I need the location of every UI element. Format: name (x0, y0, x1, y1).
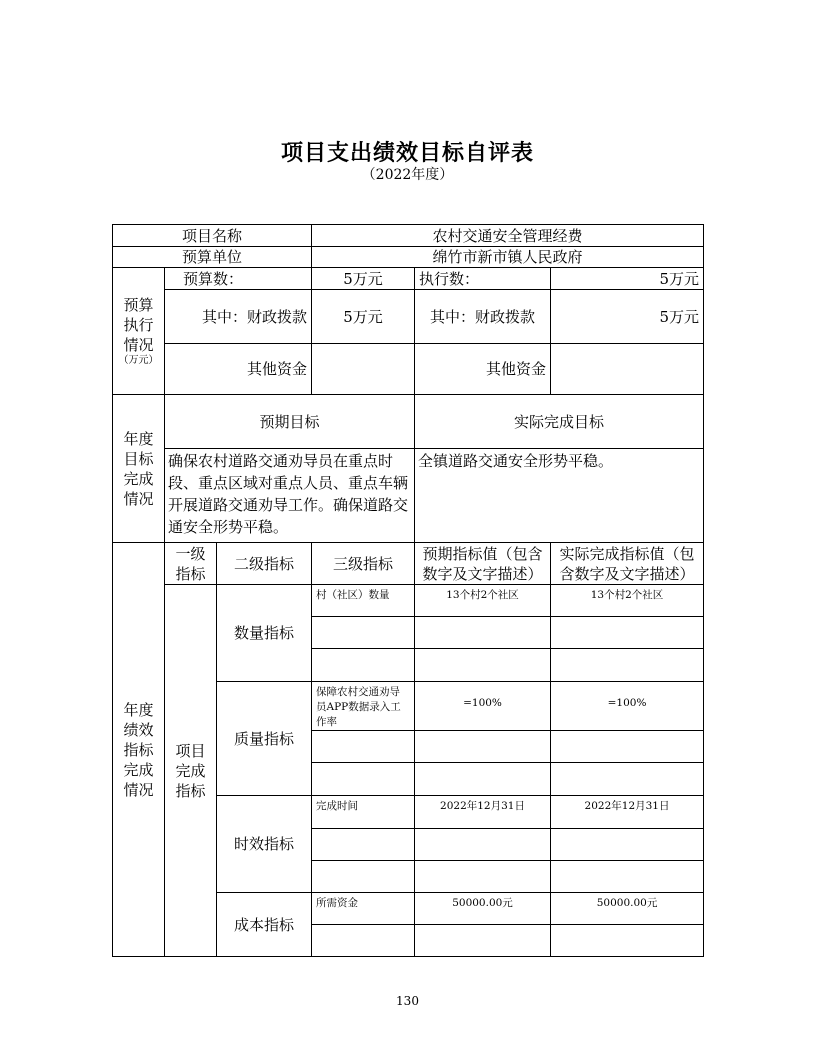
col-level1-header: 一级指标 (165, 543, 217, 585)
quantity-indicator-name: 村（社区）数量 (312, 585, 415, 617)
budget-amount-label: 预算数： (165, 268, 312, 290)
fiscal-budget-label: 其中：财政拨款 (165, 290, 312, 344)
indicator-header-row (113, 543, 704, 585)
expected-goal-header: 预期目标 (165, 395, 415, 449)
quantity-indicator-label: 数量指标 (217, 585, 312, 682)
budget-amount-value: 5万元 (312, 268, 415, 290)
empty-cell (312, 649, 415, 682)
fiscal-exec-value: 5万元 (551, 290, 704, 344)
cost-indicator-name: 所需资金 (312, 893, 415, 925)
col-level3-header: 三级指标 (312, 543, 415, 585)
actual-goal-header: 实际完成目标 (415, 395, 704, 449)
col-level2-header: 二级指标 (217, 543, 312, 585)
empty-cell (312, 617, 415, 649)
empty-cell (415, 649, 551, 682)
other-funds-label: 其他资金 (165, 344, 312, 395)
cost-indicator-actual: 50000.00元 (551, 893, 704, 925)
empty-cell (415, 731, 551, 763)
project-name-row (113, 225, 704, 247)
other-funds-row (113, 344, 704, 395)
cost-indicator-label: 成本指标 (217, 893, 312, 957)
exec-amount-label: 执行数： (415, 268, 551, 290)
cost-indicator-expected: 50000.00元 (415, 893, 551, 925)
empty-cell (551, 861, 704, 893)
budget-unit-label: 预算单位 (113, 247, 312, 268)
empty-cell (415, 617, 551, 649)
budget-unit-value: 绵竹市新市镇人民政府 (312, 247, 704, 268)
page-subtitle: （2022年度） (361, 167, 454, 183)
quality-indicator-actual: =100% (551, 682, 704, 731)
empty-cell (415, 763, 551, 796)
empty-cell (415, 925, 551, 957)
indicator-row (113, 585, 704, 617)
empty-cell (551, 763, 704, 796)
goals-header-row (113, 395, 704, 449)
empty-cell (312, 925, 415, 957)
empty-cell (551, 649, 704, 682)
empty-cell (312, 829, 415, 861)
goals-content-row (113, 449, 704, 543)
budget-section-text: 预算执行情况 (123, 296, 154, 354)
col-expected-header: 预期指标值（包含数字及文字描述） (415, 543, 551, 585)
exec-amount-value: 5万元 (551, 268, 704, 290)
quality-indicator-label: 质量指标 (217, 682, 312, 796)
budget-section-label (113, 268, 165, 395)
budget-unit-row (113, 247, 704, 268)
empty-cell (312, 763, 415, 796)
empty-cell (551, 731, 704, 763)
empty-cell (551, 925, 704, 957)
quantity-indicator-expected: 13个村2个社区 (415, 585, 551, 617)
empty-cell (551, 829, 704, 861)
empty-cell (415, 829, 551, 861)
project-name-label: 项目名称 (113, 225, 312, 247)
page-title: 项目支出绩效目标自评表 (280, 140, 534, 166)
other-funds-budget (312, 344, 415, 395)
page-number: 130 (396, 994, 419, 1008)
evaluation-table (112, 224, 704, 957)
empty-cell (312, 861, 415, 893)
fiscal-row (113, 290, 704, 344)
timeliness-indicator-name: 完成时间 (312, 796, 415, 829)
budget-section-unit: （万元） (118, 355, 159, 366)
level1-label: 项目完成指标 (165, 585, 217, 957)
empty-cell (312, 731, 415, 763)
fiscal-exec-label: 其中：财政拨款 (415, 290, 551, 344)
actual-goal-text: 全镇道路交通安全形势平稳。 (415, 449, 704, 543)
other-funds-exec-label: 其他资金 (415, 344, 551, 395)
quality-indicator-name: 保障农村交通劝导员APP数据录入工作率 (312, 682, 415, 731)
other-funds-exec (551, 344, 704, 395)
goals-section-label: 年度目标完成情况 (113, 395, 165, 543)
fiscal-budget-value: 5万元 (312, 290, 415, 344)
timeliness-indicator-expected: 2022年12月31日 (415, 796, 551, 829)
empty-cell (415, 861, 551, 893)
col-actual-header: 实际完成指标值（包含数字及文字描述） (551, 543, 704, 585)
quality-indicator-expected: =100% (415, 682, 551, 731)
expected-goal-text: 确保农村道路交通劝导员在重点时段、重点区域对重点人员、重点车辆开展道路交通劝导工作。确保道路交通安全形势平稳。 (165, 449, 415, 543)
quantity-indicator-actual: 13个村2个社区 (551, 585, 704, 617)
indicator-section-label: 年度绩效指标完成情况 (113, 543, 165, 957)
project-name-value: 农村交通安全管理经费 (312, 225, 704, 247)
empty-cell (551, 617, 704, 649)
timeliness-indicator-actual: 2022年12月31日 (551, 796, 704, 829)
budget-total-row (113, 268, 704, 290)
timeliness-indicator-label: 时效指标 (217, 796, 312, 893)
